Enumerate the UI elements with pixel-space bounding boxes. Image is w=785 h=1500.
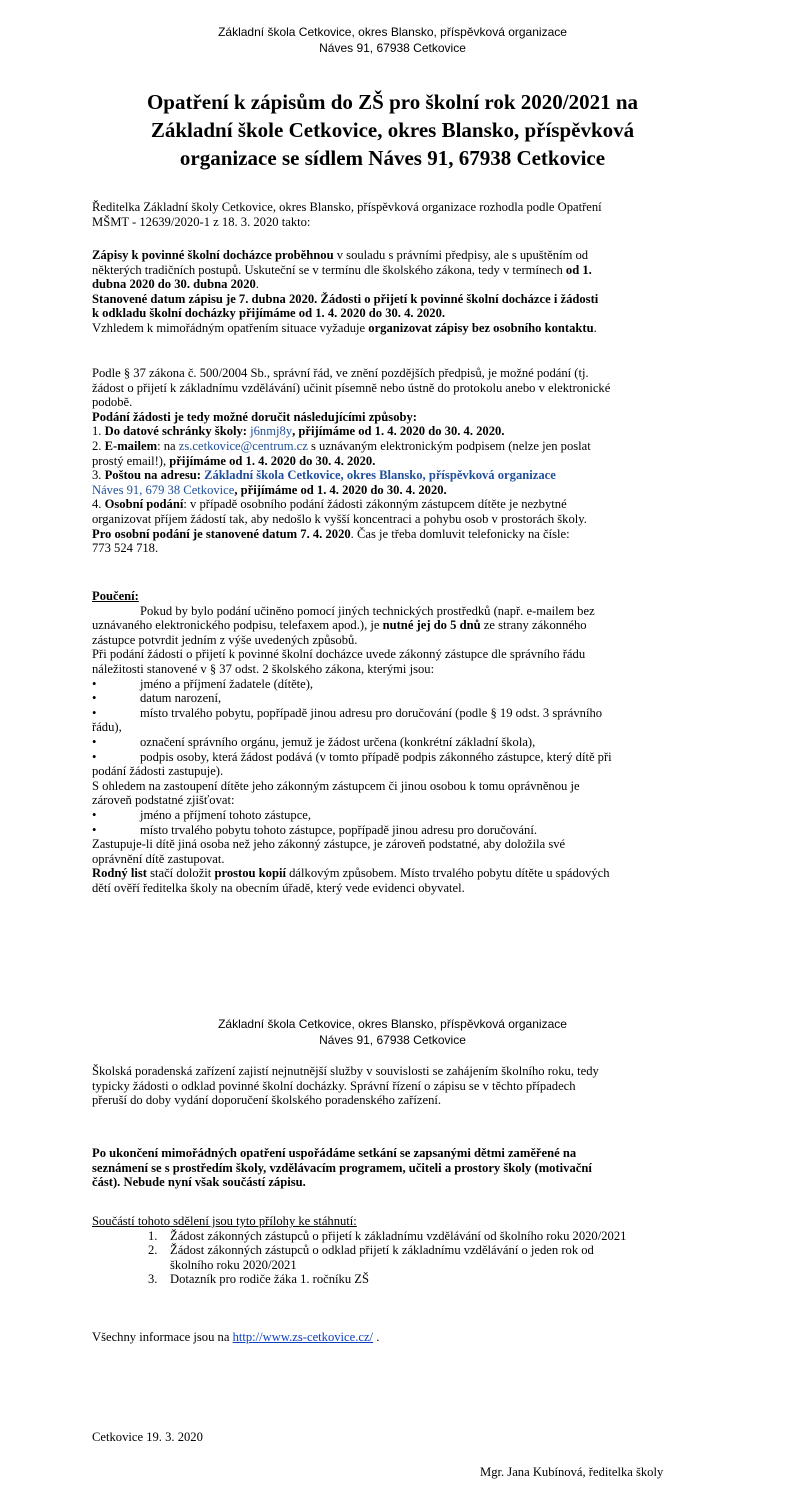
text: Vzhledem k mimořádným opatřením situace vyžaduje xyxy=(92,320,369,335)
text-line xyxy=(92,1330,702,1345)
text-line: náležitosti stanovené v § 37 odst. 2 školského zákona, kterými jsou: xyxy=(92,661,435,676)
text-line: část). Nebude nyní však součástí zápisu. xyxy=(92,1175,306,1190)
bold-text: Poštou na adresu: xyxy=(104,468,205,483)
text-line xyxy=(92,866,702,881)
notice-heading: Poučení: xyxy=(92,589,139,603)
text-line: Zastupuje-li dítě jiná osoba než jeho zákonný zástupce, je zároveň podstatné, aby doložila své xyxy=(92,837,566,852)
text: uznávaného elektronického podpisu, telefaxem apod.), je xyxy=(92,618,383,633)
bold-text: Rodný list xyxy=(92,866,147,881)
attachment-item[interactable] xyxy=(92,1272,712,1287)
text: . Čas je třeba domluvit telefonicky na čísle: xyxy=(350,526,570,541)
databox-id: j6nmj8y xyxy=(250,424,293,439)
submission-method-databox xyxy=(92,424,702,439)
meeting-paragraph xyxy=(92,1146,702,1190)
letterhead xyxy=(0,24,785,56)
submission-method-email xyxy=(92,439,702,454)
bold-text: Zápisy k povinné školní docházce proběhnou xyxy=(92,248,334,262)
attachment-title: Dotazník pro rodiče žáka 1. ročníku ZŠ xyxy=(170,1272,369,1287)
title-line: Opatření k zápisům do ZŠ pro školní rok 2020/2021 na xyxy=(146,90,639,114)
phone-number: 773 524 718. xyxy=(92,541,159,556)
text-line: podobě. xyxy=(92,395,133,410)
text: . xyxy=(593,320,597,335)
text-line xyxy=(92,277,702,292)
letterhead-address: Náves 91, 67938 Cetkovice xyxy=(319,1033,466,1047)
attachment-title: Žádost zákonných zástupců o odklad přijetí k základnímu vzdělávání o jeden rok od xyxy=(170,1243,594,1258)
bullet-icon: • xyxy=(92,822,97,837)
text: podpis osoby, která žádost podává (v tomto případě podpis zákonného zástupce, který dítě při xyxy=(140,749,612,764)
text-line: dětí ověří ředitelka školy na obecním úřadě, který vede evidenci obyvatel. xyxy=(92,880,465,895)
item-number: 3. xyxy=(148,1272,158,1287)
bullet-icon: • xyxy=(92,734,97,749)
letterhead-page-2 xyxy=(0,1016,785,1048)
bullet-icon: • xyxy=(92,691,97,706)
text-line: žádost o přijetí k základnímu vzdělávání) učinit písemně nebo ústně do protokolu anebo v elektronické xyxy=(92,380,611,395)
bullet-icon: • xyxy=(92,807,97,822)
list-item xyxy=(92,823,702,838)
text: místo trvalého pobytu, popřípadě jinou adresu pro doručování (podle § 19 odst. 3 správního xyxy=(140,705,603,720)
text: : v případě osobního podání žádosti zákonným zástupcem dítěte je nezbytné xyxy=(183,497,567,512)
letterhead-school-name: Základní škola Cetkovice, okres Blansko, příspěvková organizace xyxy=(218,25,567,39)
text-line: Po ukončení mimořádných opatření uspořádáme setkání se zapsanými dětmi zaměřené na xyxy=(92,1146,577,1160)
postal-address: Základní škola Cetkovice, okres Blansko, příspěvková organizace xyxy=(204,468,556,483)
text-line xyxy=(92,618,702,633)
text-line: Stanovené datum zápisu je 7. dubna 2020. Žádosti o přijetí k povinné školní docházce i žádosti xyxy=(92,291,599,306)
bullet-icon: • xyxy=(92,705,97,720)
text: datum narození, xyxy=(140,691,222,706)
bold-text: Do datové schránky školy: xyxy=(104,424,251,439)
item-number: 2. xyxy=(148,1243,158,1258)
submission-method-post xyxy=(92,468,702,483)
text: prostý email!), xyxy=(92,453,170,468)
bold-text: Pro osobní podání je stanovené datum 7. 4. 2020 xyxy=(92,526,351,541)
text: jméno a příjmení žadatele (dítěte), xyxy=(140,676,314,691)
text-line xyxy=(92,527,702,542)
item-number: 2. xyxy=(92,438,105,453)
bold-text: E-mailem xyxy=(104,438,158,453)
text-line: Podle § 37 zákona č. 500/2004 Sb., správní řád, ve znění pozdějších předpisů, je možné podání (tj. xyxy=(92,366,589,380)
website-link[interactable]: http://www.zs-cetkovice.cz/ xyxy=(232,1330,374,1344)
item-number: 3. xyxy=(92,468,105,483)
text-line: seznámení se s prostředím školy, vzdělávacím programem, učiteli a prostory školy (motivační xyxy=(92,1160,592,1175)
signature: Mgr. Jana Kubínová, ředitelka školy xyxy=(480,1465,664,1479)
text: . xyxy=(255,277,259,292)
text-line: Školská poradenská zařízení zajistí nejnutnější služby v souvislosti se zahájením školního roku, tedy xyxy=(92,1064,599,1078)
text: : na xyxy=(157,438,179,453)
letterhead-school-name: Základní škola Cetkovice, okres Blansko, příspěvková organizace xyxy=(218,1017,567,1031)
list-item xyxy=(92,750,702,765)
intro-paragraph xyxy=(92,200,702,229)
email-address: zs.cetkovice@centrum.cz xyxy=(178,438,308,453)
text: . xyxy=(373,1330,380,1344)
attachments-heading: Součástí tohoto sdělení jsou tyto přílohy ke stáhnutí: xyxy=(92,1214,357,1228)
enrollment-paragraph xyxy=(92,248,702,336)
text: Všechny informace jsou na xyxy=(92,1330,233,1344)
list-item xyxy=(92,677,702,692)
attachment-item[interactable] xyxy=(92,1229,712,1244)
list-item xyxy=(92,706,702,721)
submission-paragraph xyxy=(92,366,702,556)
text-line xyxy=(92,483,702,498)
bold-text: , přijímáme od 1. 4. 2020 do 30. 4. 2020. xyxy=(292,424,505,439)
bold-text: nutné jej do 5 dnů xyxy=(382,618,481,633)
list-item xyxy=(92,691,702,706)
text-line: Podání žádosti je tedy možné doručit následujícími způsoby: xyxy=(92,409,417,424)
list-item xyxy=(92,735,702,750)
text-line: Pokud by bylo podání učiněno pomocí jiných technických prostředků (např. e-mailem bez xyxy=(140,603,595,618)
text-line: MŠMT - 12639/2020-1 z 18. 3. 2020 takto: xyxy=(92,214,311,229)
postal-address: Náves 91, 679 38 Cetkovice xyxy=(92,482,235,497)
text-line xyxy=(92,454,702,469)
letterhead-address: Náves 91, 67938 Cetkovice xyxy=(319,41,466,55)
title-line: Základní škole Cetkovice, okres Blansko, příspěvková xyxy=(150,118,635,142)
text: stačí doložit xyxy=(146,866,215,881)
bold-text: dubna 2020 do 30. dubna 2020 xyxy=(92,277,256,292)
text: dálkovým způsobem. Místo trvalého pobytu dítěte u spádových xyxy=(285,866,610,881)
text-line: S ohledem na zastoupení dítěte jeho zákonným zástupcem či jinou osobou k tomu oprávněnou je xyxy=(92,778,580,793)
text-line: oprávnění dítě zastupovat. xyxy=(92,851,225,866)
text: označení správního orgánu, jemuž je žádost určena (konkrétní základní škola), xyxy=(140,734,536,749)
item-number: 1. xyxy=(148,1228,158,1243)
attachment-title: Žádost zákonných zástupců o přijetí k základnímu vzdělávání od školního roku 2020/2021 xyxy=(170,1228,627,1243)
text-line: k odkladu školní docházky přijímáme od 1. 4. 2020 do 30. 4. 2020. xyxy=(92,306,446,321)
list-item xyxy=(92,808,702,823)
text-line: zástupce potvrdit jedním z výše uvedených způsobů. xyxy=(92,632,358,647)
text: s uznávaným elektronickým podpisem (nelze jen poslat xyxy=(307,438,591,453)
bold-text: organizovat zápisy bez osobního kontaktu xyxy=(368,320,594,335)
text: v souladu s právními předpisy, ale s upuštěním od xyxy=(333,248,589,262)
text-line: organizovat příjem žádostí tak, aby nedošlo k vyšší koncentraci a pohybu osob v prostorách školy. xyxy=(92,511,587,526)
document-title xyxy=(60,88,725,172)
text: ze strany zákonného xyxy=(480,618,587,633)
text-line: typicky žádosti o odklad povinné školní docházky. Správní řízení o zápisu se v těchto případech xyxy=(92,1078,576,1093)
counseling-paragraph xyxy=(92,1064,702,1108)
info-line xyxy=(92,1330,702,1345)
place-and-date: Cetkovice 19. 3. 2020 xyxy=(92,1430,203,1444)
title-line: organizace se sídlem Náves 91, 67938 Cetkovice xyxy=(179,146,606,170)
text-line xyxy=(92,263,702,278)
submission-method-personal xyxy=(92,497,702,512)
bold-text: prostou kopií xyxy=(214,866,286,881)
attachments-section xyxy=(92,1214,712,1287)
bullet-icon: • xyxy=(92,676,97,691)
text-line: Ředitelka Základní školy Cetkovice, okres Blansko, příspěvková organizace rozhodla podle Opatření xyxy=(92,200,602,214)
text-line: přeruší do doby vydání doporučení školského poradenského zařízení. xyxy=(92,1093,442,1108)
text-line xyxy=(92,248,702,263)
text-line: řádu), xyxy=(92,720,122,735)
attachment-title-continued: školního roku 2020/2021 xyxy=(170,1257,297,1272)
text-line: podání žádosti zastupuje). xyxy=(92,764,224,779)
bold-text: přijímáme od 1. 4. 2020 do 30. 4. 2020. xyxy=(169,453,376,468)
text-line xyxy=(92,321,702,336)
bullet-icon: • xyxy=(92,749,97,764)
item-number: 4. xyxy=(92,497,105,512)
item-number: 1. xyxy=(92,424,105,439)
bold-text: , přijímáme od 1. 4. 2020 do 30. 4. 2020. xyxy=(234,482,447,497)
text-line: Při podání žádosti o přijetí k povinné školní docházce uvede zákonný zástupce dle správního řádu xyxy=(92,647,586,662)
text: některých tradičních postupů. Uskuteční se v termínu dle školského zákona, tedy v termínech xyxy=(92,262,566,277)
attachment-item[interactable] xyxy=(92,1243,712,1258)
bold-text: od 1. xyxy=(565,262,592,277)
bold-text: Osobní podání xyxy=(104,497,184,512)
notice-section xyxy=(92,589,702,895)
text: místo trvalého pobytu tohoto zástupce, popřípadě jinou adresu pro doručování. xyxy=(140,822,537,837)
text-line: zároveň podstatné zjišťovat: xyxy=(92,793,235,808)
text: jméno a příjmení tohoto zástupce, xyxy=(140,807,312,822)
